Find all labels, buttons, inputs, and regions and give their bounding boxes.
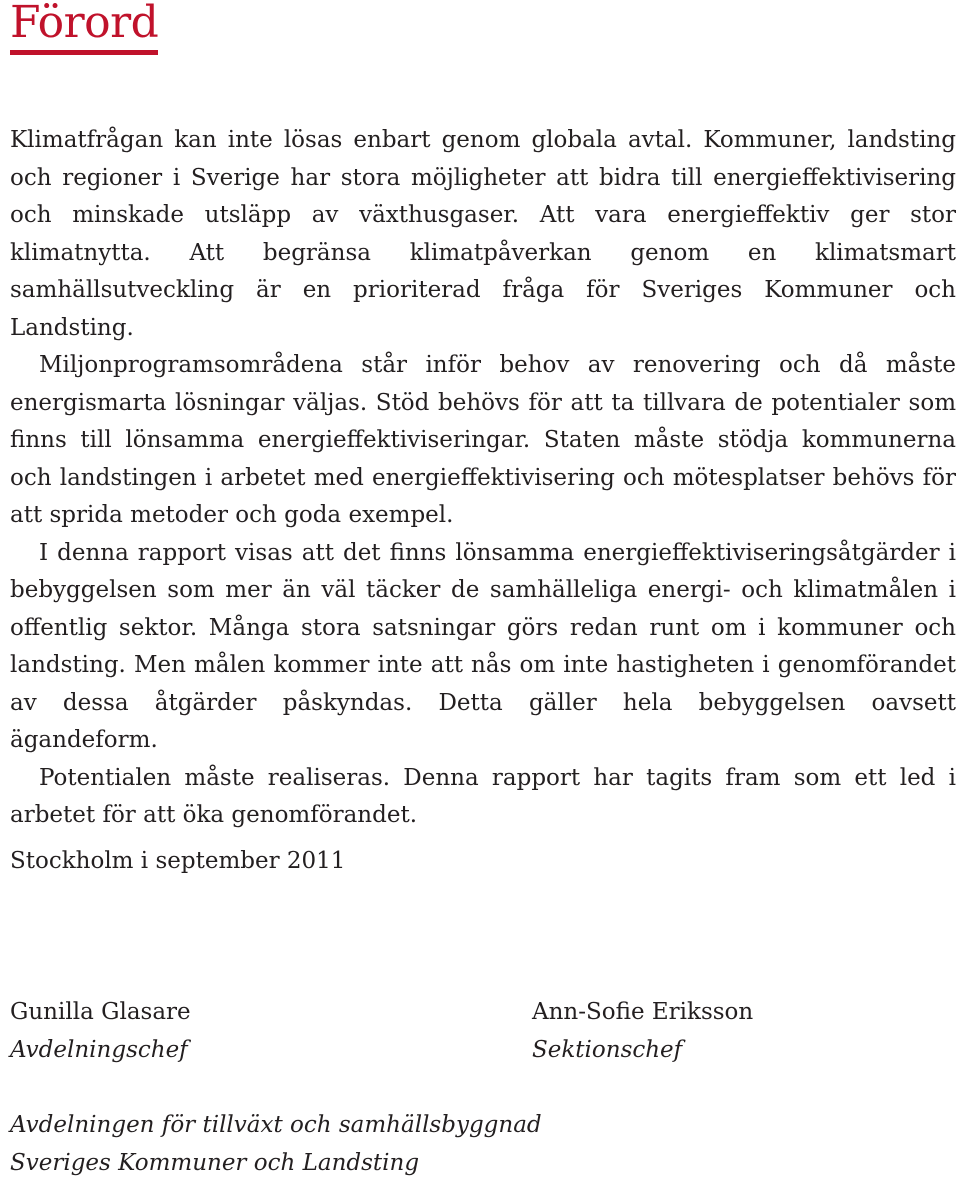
page-title: Förord [10,0,159,48]
signer-title: Sektionschef [532,1037,683,1063]
signer-title: Avdelningschef [10,1037,188,1063]
body-paragraph-3: I denna rapport visas att det finns lönsamma energieffektiviseringsåtgärder i bebyggelsen som mer än väl täcker de samhälleliga energi- och klimatmålen i offentlig sektor. Många stora satsningar görs redan runt om i kommuner och landsting. Men målen kommer inte att nås om inte hastigheten i genomförandet av dessa åtgärder påskyndas. Detta gäller hela bebyggelsen oavsett ägandeform. [10,539,956,753]
signer-name: Ann-Sofie Eriksson [532,999,754,1025]
place-date: Stockholm i september 2011 [10,848,346,874]
title-underline [10,50,158,55]
signer-name: Gunilla Glasare [10,999,191,1025]
body-paragraph-4: Potentialen måste realiseras. Denna rapport har tagits fram som ett led i arbetet för att öka genomförandet. [10,764,956,828]
organization-name: Sveriges Kommuner och Landsting [10,1150,420,1176]
body-paragraph-2: Miljonprogramsområdena står inför behov av renovering och då måste energismarta lösningar väljas. Stöd behövs för att ta tillvara de potentialer som finns till lönsamma energieffektiviseringar. Staten måste stödja kommunerna och landstingen i arbetet med energieffektivisering och mötesplatser behövs för att sprida metoder och goda exempel. [10,352,956,528]
foreword-body [10,122,956,835]
page-header [10,0,158,55]
body-paragraph-1: Klimatfrågan kan inte lösas enbart genom globala avtal. Kommuner, landsting och regioner i Sverige har stora möjligheter att bidra till energieffektivisering och minskade utsläpp av växthusgaser. Att vara energieffektiv ger stor klimatnytta. Att begränsa klimatpåverkan genom en klimatsmart samhällsutveckling är en prioriterad fråga för Sveriges Kommuner och Landsting. [10,127,956,341]
department-name: Avdelningen för tillväxt och samhällsbyggnad [10,1112,542,1138]
signature-block-1 [10,993,191,1069]
signature-block-2 [532,993,753,1069]
department-block [10,1106,542,1182]
